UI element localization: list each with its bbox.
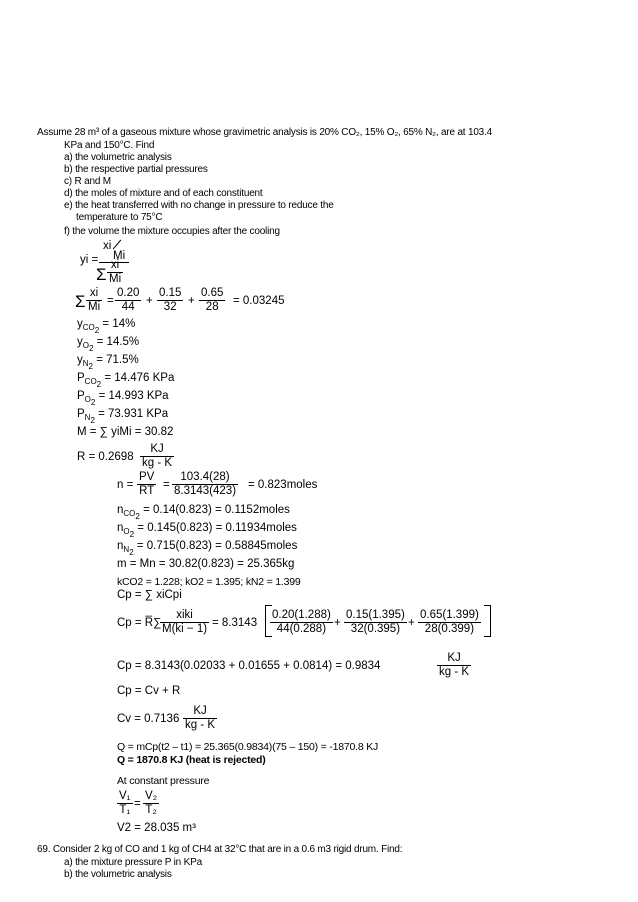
next-problem-line: 69. Consider 2 kg of CO and 1 kg of CH4 at 32°C that are in a 0.6 m3 rigid drum. Find:	[37, 844, 403, 855]
n-co2: $n_{CO_2} = 0.14(0.823)$ = 0.1152moles	[117, 504, 290, 521]
sum-xi-mi: $\frac{xi}{Mi}$	[88, 287, 101, 313]
p-co2: $P_{CO_2} = 14.476$ KPa	[77, 372, 175, 389]
y-o2: $y_{O_2} = 14.5\%$	[77, 336, 140, 353]
n-n2: $n_{N_2} = 0.715(0.823)$ = 0.58845moles	[117, 540, 298, 557]
p-o2: $P_{O_2} = 14.993$ KPa	[77, 390, 169, 407]
yi-num-mi: Mi	[113, 250, 126, 262]
v2-t2: $\frac{\text{V₂}}{\text{T₂}}$	[145, 790, 158, 816]
cv-units: $\frac{KJ}{kg - K}$	[185, 705, 216, 731]
y-n2: $y_{N_2} = 71.5\%$	[77, 354, 139, 371]
problem-item-b: b) the respective partial pressures	[64, 164, 208, 175]
bracket-right	[484, 605, 491, 637]
frac-n2: $\frac{0.65}{28}$	[201, 287, 224, 313]
slash-line	[113, 240, 121, 250]
n-result: = 0.823moles	[248, 479, 318, 491]
r-units: $\frac{KJ}{kg - K}$	[142, 443, 173, 469]
n-lhs: n =	[117, 479, 134, 491]
n-pv-rt: $\frac{PV}{RT}$	[139, 471, 155, 497]
sum-sigma: Σ	[75, 292, 86, 311]
mass: m = Mn = 30.82(0.823) = 25.365kg	[117, 558, 295, 570]
heat-equation: Q = mCp(t2 – t1) = 25.365(0.9834)(75 – 150) = -1870.8 KJ	[117, 741, 379, 753]
yi-den-fraction: $\frac{xi}{Mi}$	[109, 259, 122, 285]
term-co2: $\frac{0.20(1.288)}{44(0.288)}$	[272, 609, 331, 635]
problem-item-d: d) the moles of mixture and of each constituent	[64, 188, 263, 199]
next-problem-item-b: b) the volumetric analysis	[64, 869, 172, 880]
problem-item-c: c) R and M	[64, 176, 111, 187]
y-co2: $y_{CO_2} = 14\%$	[77, 318, 136, 335]
molar-mass: M = ∑ yiMi = 30.82	[77, 426, 174, 438]
problem-item-a: a) the volumetric analysis	[64, 152, 172, 163]
sigma-symbol: Σ	[96, 265, 107, 284]
cp-units: $\frac{KJ}{kg - K}$	[439, 652, 470, 678]
problem-line-1: Assume 28 m³ of a gaseous mixture whose gravimetric analysis is 20% CO₂, 15% O₂, 65% N₂, are at 103.4	[37, 127, 492, 138]
problem-item-f: f) the volume the mixture occupies after the cooling	[64, 226, 280, 237]
yi-num-xi: xi	[103, 240, 112, 252]
gas-constant: R = 0.2698	[77, 451, 134, 463]
cp-value: Cp = 8.3143(0.02033 + 0.01655 + 0.0814) = 0.9834	[117, 660, 381, 672]
cp-rbar-sum: Cp = R̅∑	[117, 617, 162, 629]
term-o2: $\frac{0.15(1.395)}{32(0.395)}$	[346, 609, 405, 635]
frac-o2: $\frac{0.15}{32}$	[159, 287, 182, 313]
k-values: kCO2 = 1.228; kO2 = 1.395; kN2 = 1.399	[117, 576, 301, 588]
cv-value: Cv = 0.7136	[117, 713, 180, 725]
problem-line-2: KPa and 150°C. Find	[64, 140, 155, 151]
problem-item-e-cont: temperature to 75°C	[76, 212, 163, 223]
term-n2: $\frac{0.65(1.399)}{28(0.399)}$	[420, 609, 479, 635]
const-pressure-title: At constant pressure	[117, 775, 210, 787]
frac-co2: $\frac{0.20}{44}$	[117, 287, 140, 313]
next-problem-item-a: a) the mixture pressure P in KPa	[64, 857, 202, 868]
n-o2: $n_{O_2} = 0.145(0.823)$ = 0.11934moles	[117, 522, 297, 539]
n-values: $\frac{103.4(28)}{8.3143(423)}$	[174, 471, 237, 497]
cp-sum: Cp = ∑ xiCpi	[117, 589, 182, 601]
problem-item-e: e) the heat transferred with no change in pressure to reduce the	[64, 200, 334, 211]
heat-result: Q = 1870.8 KJ (heat is rejected)	[117, 754, 266, 766]
v1-t1: $\frac{\text{V₁}}{\text{T₁}}$	[119, 790, 131, 816]
cp-kfrac: xiki M(ki − 1)	[162, 609, 208, 635]
p-n2: $P_{N_2} = 73.931$ KPa	[77, 408, 169, 425]
yi-lhs: yi =	[80, 254, 99, 266]
v2-result: V2 = 28.035 m³	[117, 822, 196, 834]
sum-result: = 0.03245	[233, 295, 285, 307]
cp-cv-r: Cp = Cv + R	[117, 685, 181, 697]
cp-eq: = 8.3143	[212, 617, 258, 629]
